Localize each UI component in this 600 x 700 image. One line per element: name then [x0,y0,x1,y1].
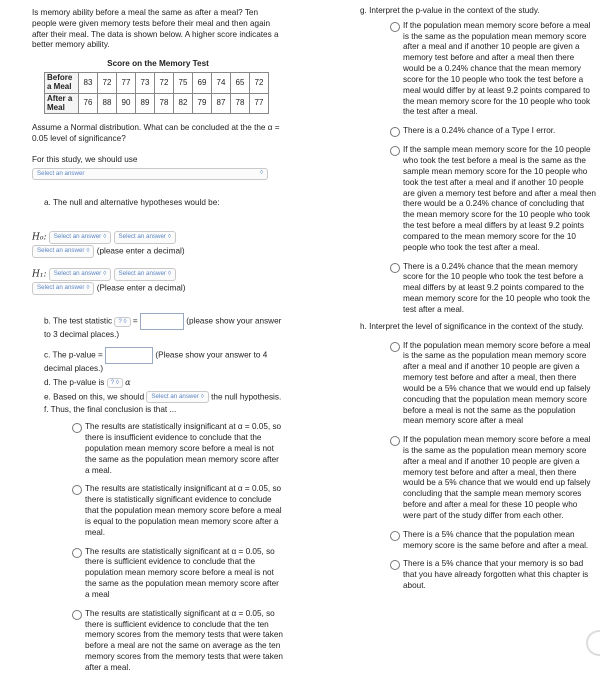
chevron-updown-icon: ◊ [86,248,90,255]
table-cell: 72 [155,73,174,94]
table-row [45,73,269,94]
radio-button[interactable] [72,610,82,620]
h0-value-select[interactable] [32,245,94,258]
conclusion-options [72,422,284,673]
significance-interpretation-options [390,341,596,592]
radio-button[interactable] [390,342,400,352]
p-value-input[interactable] [105,347,153,364]
chevron-updown-icon: ◊ [200,393,204,400]
radio-button[interactable] [390,146,400,156]
assumption-text: Assume a Normal distribution. What can be concluded at the the α = 0.05 level of significance? [32,123,280,144]
conclusion-option[interactable] [72,484,284,538]
significance-option[interactable] [390,341,596,428]
part-d-label: d. The p-value is [44,377,105,387]
p-value-option[interactable] [390,21,596,118]
alpha-symbol: α [125,376,131,387]
select-placeholder: Select an answer [37,169,85,177]
table-cell: 82 [174,93,193,114]
part-d [44,377,284,389]
row-header-before: Before a Meal [45,73,79,94]
part-c-hint: (Please show your answer to 4 decimal places.) [44,350,268,374]
radio-button[interactable] [390,263,400,273]
h0-label: H₀: [32,232,47,243]
chevron-updown-icon: ◊ [167,270,171,277]
select-placeholder: Select an answer [151,392,199,400]
part-b [44,313,284,341]
part-c-label: c. The p-value = [44,350,103,360]
test-statistic-input[interactable] [140,313,184,330]
alt-hypothesis-row [32,268,284,295]
p-value-option[interactable] [390,126,596,137]
select-placeholder: Select an answer [53,269,102,277]
p-value-compare-select[interactable]: ? ◊ [107,378,123,388]
table-cell: 78 [155,93,174,114]
part-h: h. Interpret the level of significance in the context of the study. [360,321,584,331]
h1-operator-select[interactable] [114,268,176,281]
radio-button[interactable] [390,127,400,137]
option-text: The results are statistically significant at α = 0.05, so there is sufficient evidence to conclude that the ten memory scores from the memory tests that were taken before a meal are not the same on average as the ten memory scores from the memory tests that were taken after a meal. [85,608,283,672]
conclusion-option[interactable] [72,422,284,476]
table-cell: 75 [174,73,193,94]
table-cell: 78 [231,93,250,114]
chevron-updown-icon: ◊ [167,233,171,240]
table-cell: 69 [193,73,212,94]
table-cell: 76 [79,93,98,114]
option-text: There is a 5% chance that the population mean memory score is the same before and after a meal. [403,529,589,550]
table-cell: 83 [79,73,98,94]
part-a: a. The null and alternative hypotheses would be: [44,197,220,207]
table-cell: 72 [250,73,269,94]
radio-button[interactable] [390,531,400,541]
left-column [32,8,284,682]
p-value-option[interactable] [390,145,596,253]
scroll-handle-icon[interactable] [586,630,600,656]
h0-hint: (please enter a decimal) [96,246,185,256]
table-cell: 79 [193,93,212,114]
option-text: The results are statistically insignificant at α = 0.05, so there is statistically significant evidence to conclude that the population mean memory score before a meal is equal to the population mean memory score after a meal. [85,484,282,537]
h1-label: H₁: [32,269,47,280]
h0-operator-select[interactable] [114,231,176,244]
table-cell: 87 [212,93,231,114]
part-e [44,391,284,404]
option-text: The results are statistically insignificant at α = 0.05, so there is insufficient evidence to conclude that the population mean memory score before a meal is not the same as the population mean memory score after a meal. [85,422,282,475]
table-row [45,93,269,114]
chevron-updown-icon: ◊ [260,169,263,176]
radio-button[interactable] [72,548,82,558]
table-cell: 89 [136,93,155,114]
table-cell: 74 [212,73,231,94]
part-c [44,347,284,375]
option-text: If the population mean memory score before a meal is the same as the population mean memory score after a meal and if another 10 people are given a memory test before and after a meal, then there would be a 5% chance that we would end up falsely concluding that the sample mean memory scores before and after a meal for these 10 people who were part of the study differ from each other. [403,435,591,520]
select-placeholder: Select an answer [118,232,166,240]
significance-option[interactable] [390,435,596,522]
conclusion-option[interactable] [72,547,284,601]
table-cell: 88 [98,93,117,114]
select-placeholder: Select an answer [37,247,85,255]
row-header-after: After a Meal [45,93,79,114]
part-b-hint: (please show your answer to 3 decimal places.) [44,316,282,340]
table-cell: 77 [250,93,269,114]
table-cell: 65 [231,73,250,94]
option-text: If the population mean memory score before a meal is the same as the population mean memory score after a meal and if another 10 people are given a memory test before and after a meal then there would be a 0.24% chance that the mean memory score for the 10 people who took the test before a meal would differ by at least 9.2 points compared to the mean memory score for the 10 people who took the test after a meal. [403,20,591,117]
chevron-updown-icon: ◊ [103,233,107,240]
memory-score-table [44,72,269,114]
table-cell: 72 [98,73,117,94]
null-hypothesis-row [32,231,284,258]
radio-button[interactable] [390,22,400,32]
part-e-suffix: the null hypothesis. [211,392,282,402]
radio-button[interactable] [72,423,82,433]
p-value-interpretation-options [390,21,596,316]
option-text: The results are statistically significant at α = 0.05, so there is sufficient evidence to conclude that the population mean memory score before a meal is not the same as the population mean memory score after a meal [85,546,279,599]
option-text: There is a 5% chance that your memory is so bad that you have already forgotten what this chapter is about. [403,559,589,591]
radio-button[interactable] [72,485,82,495]
option-text: If the sample mean memory score for the 10 people who took the test before a meal is the same as the sample mean memory score for the 10 people who took the test after a meal and if another 10 people are given a memory test before and after a meal then there would be a 0.24% chance of concluding that the mean memory score for the 10 people who took the test before a meal differs by at least 9.2 points compared to the mean memory score for the 10 people who took the test after a meal. [403,145,596,252]
h0-param-select[interactable] [49,231,111,244]
h1-hint: (Please enter a decimal) [96,283,186,293]
decision-select[interactable] [146,391,208,404]
table-cell: 77 [117,73,136,94]
table-cell: 90 [117,93,136,114]
study-prompt: For this study, we should use [32,154,138,164]
part-g: g. Interpret the p-value in the context of the study. [360,6,540,15]
option-text: If the population mean memory score before a meal is the same as the population mean memory score after a meal and if another 10 people are given a memory test before and after a meal, then there would be a 5% chance that we would end up falsely concuding that the population mean memory score before a meal is not the same as the population mean memory score after a meal [403,340,591,426]
test-statistic-select[interactable]: ? ◊ [114,317,130,327]
chevron-updown-icon: ◊ [86,285,90,292]
test-type-select[interactable] [32,168,268,180]
chevron-updown-icon: ◊ [103,270,107,277]
part-f: f. Thus, the final conclusion is that ... [44,405,177,415]
radio-button[interactable] [390,560,400,570]
table-cell: 73 [136,73,155,94]
select-placeholder: Select an answer [118,269,166,277]
option-text: There is a 0.24% chance that the mean memory score for the 10 people who took the test before a meal differs by at least 9.2 points compared to the mean memory score for the 10 people who took the test after a meal. [403,261,591,314]
radio-button[interactable] [390,436,400,446]
part-e-label: e. Based on this, we should [44,392,145,402]
problem-intro: Is memory ability before a meal the same as after a meal? Ten people were given memory tests before their meal and then again after their meal. The data is shown below. A higher score indicates a better memory ability. [32,8,279,50]
h1-value-select[interactable] [32,282,94,295]
select-placeholder: Select an answer [37,284,85,292]
part-b-label: b. The test statistic [44,316,113,326]
table-title: Score on the Memory Test [107,59,209,69]
h1-param-select[interactable] [49,268,111,281]
option-text: There is a 0.24% chance of a Type I error. [403,126,556,136]
select-placeholder: Select an answer [53,232,102,240]
p-value-option[interactable] [390,262,596,316]
conclusion-option[interactable] [72,609,284,674]
right-column [360,6,596,600]
significance-option[interactable] [390,559,596,591]
equals-sign: = [132,316,138,326]
significance-option[interactable] [390,530,596,552]
